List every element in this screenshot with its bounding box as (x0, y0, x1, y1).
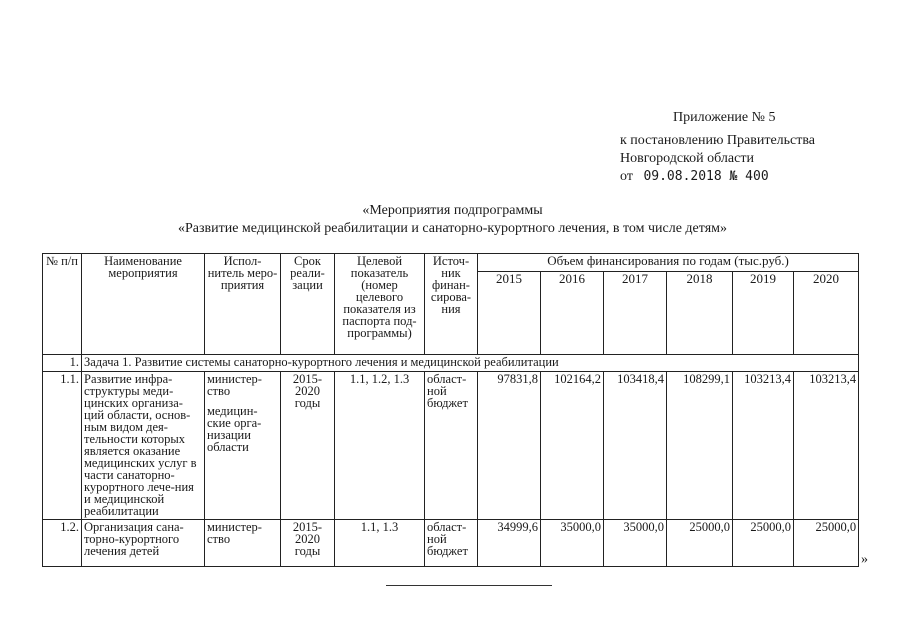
row-indicator: 1.1, 1.2, 1.3 (335, 372, 425, 520)
task-num: 1. (43, 355, 82, 372)
row-value: 102164,2 (541, 372, 604, 520)
row-value: 25000,0 (794, 520, 859, 567)
header-year: 2015 (478, 272, 541, 355)
document-title-line-1: «Мероприятия подпрограммы (362, 203, 543, 218)
header-year: 2017 (604, 272, 667, 355)
row-executor (205, 520, 281, 567)
header-indicator: Целевой показатель (номер целевого показателя из паспорта под-программы) (335, 254, 425, 355)
row-period: 2015-2020 годы (281, 520, 335, 567)
row-value: 25000,0 (667, 520, 733, 567)
row-executor-part: медицин-ские орга-низации области (207, 404, 262, 454)
row-value: 35000,0 (604, 520, 667, 567)
document-title-line-2: «Развитие медицинской реабилитации и санаторно-курортного лечения, в том числе детям» (177, 221, 728, 236)
row-num: 1.1. (43, 372, 82, 520)
task-text: Задача 1. Развитие системы санаторно-курортного лечения и медицинской реабилитации (82, 355, 859, 372)
row-value: 34999,6 (478, 520, 541, 567)
table-row (43, 372, 859, 520)
resolution-date-line (620, 169, 769, 185)
row-value: 103418,4 (604, 372, 667, 520)
row-name: Организация сана-торно-курортного лечения детей (82, 520, 205, 567)
header-source: Источ-ник финан-сирова-ния (425, 254, 478, 355)
row-executor-part: министер-ство (207, 520, 262, 546)
header-name: Наименование мероприятия (82, 254, 205, 355)
row-num: 1.2. (43, 520, 82, 567)
header-year: 2018 (667, 272, 733, 355)
header-num: № п/п (43, 254, 82, 355)
row-value: 25000,0 (733, 520, 794, 567)
header-period: Срок реали-зации (281, 254, 335, 355)
header-year: 2019 (733, 272, 794, 355)
row-executor-part: министер-ство (207, 372, 262, 398)
bottom-divider (386, 585, 552, 586)
header-row-1 (43, 254, 859, 272)
row-name: Развитие инфра-структуры меди-цинских организа-ций области, основ-ным видом дея-тельности которых является оказание медицинских услуг в части санаторно-курортного лече-ния и медицинской реабилитации (82, 372, 205, 520)
row-value: 103213,4 (794, 372, 859, 520)
row-executor (205, 372, 281, 520)
task-row (43, 355, 859, 372)
closing-quote: » (861, 552, 868, 567)
row-value: 108299,1 (667, 372, 733, 520)
row-value: 103213,4 (733, 372, 794, 520)
header-financing: Объем финансирования по годам (тыс.руб.) (478, 254, 859, 272)
header-executor: Испол-нитель меро-приятия (205, 254, 281, 355)
row-source: област-ной бюджет (425, 372, 478, 520)
measures-table (42, 253, 859, 567)
table-row (43, 520, 859, 567)
resolution-line-1: к постановлению Правительства (620, 133, 816, 148)
appendix-title: Приложение № 5 (673, 110, 776, 125)
header-year: 2016 (541, 272, 604, 355)
header-year: 2020 (794, 272, 859, 355)
row-value: 35000,0 (541, 520, 604, 567)
row-period: 2015-2020 годы (281, 372, 335, 520)
row-value: 97831,8 (478, 372, 541, 520)
resolution-date-number: 09.08.2018 № 400 (643, 169, 769, 184)
row-indicator: 1.1, 1.3 (335, 520, 425, 567)
row-source: област-ной бюджет (425, 520, 478, 567)
resolution-line-2: Новгородской области (620, 151, 754, 166)
resolution-prefix: от (620, 169, 633, 184)
